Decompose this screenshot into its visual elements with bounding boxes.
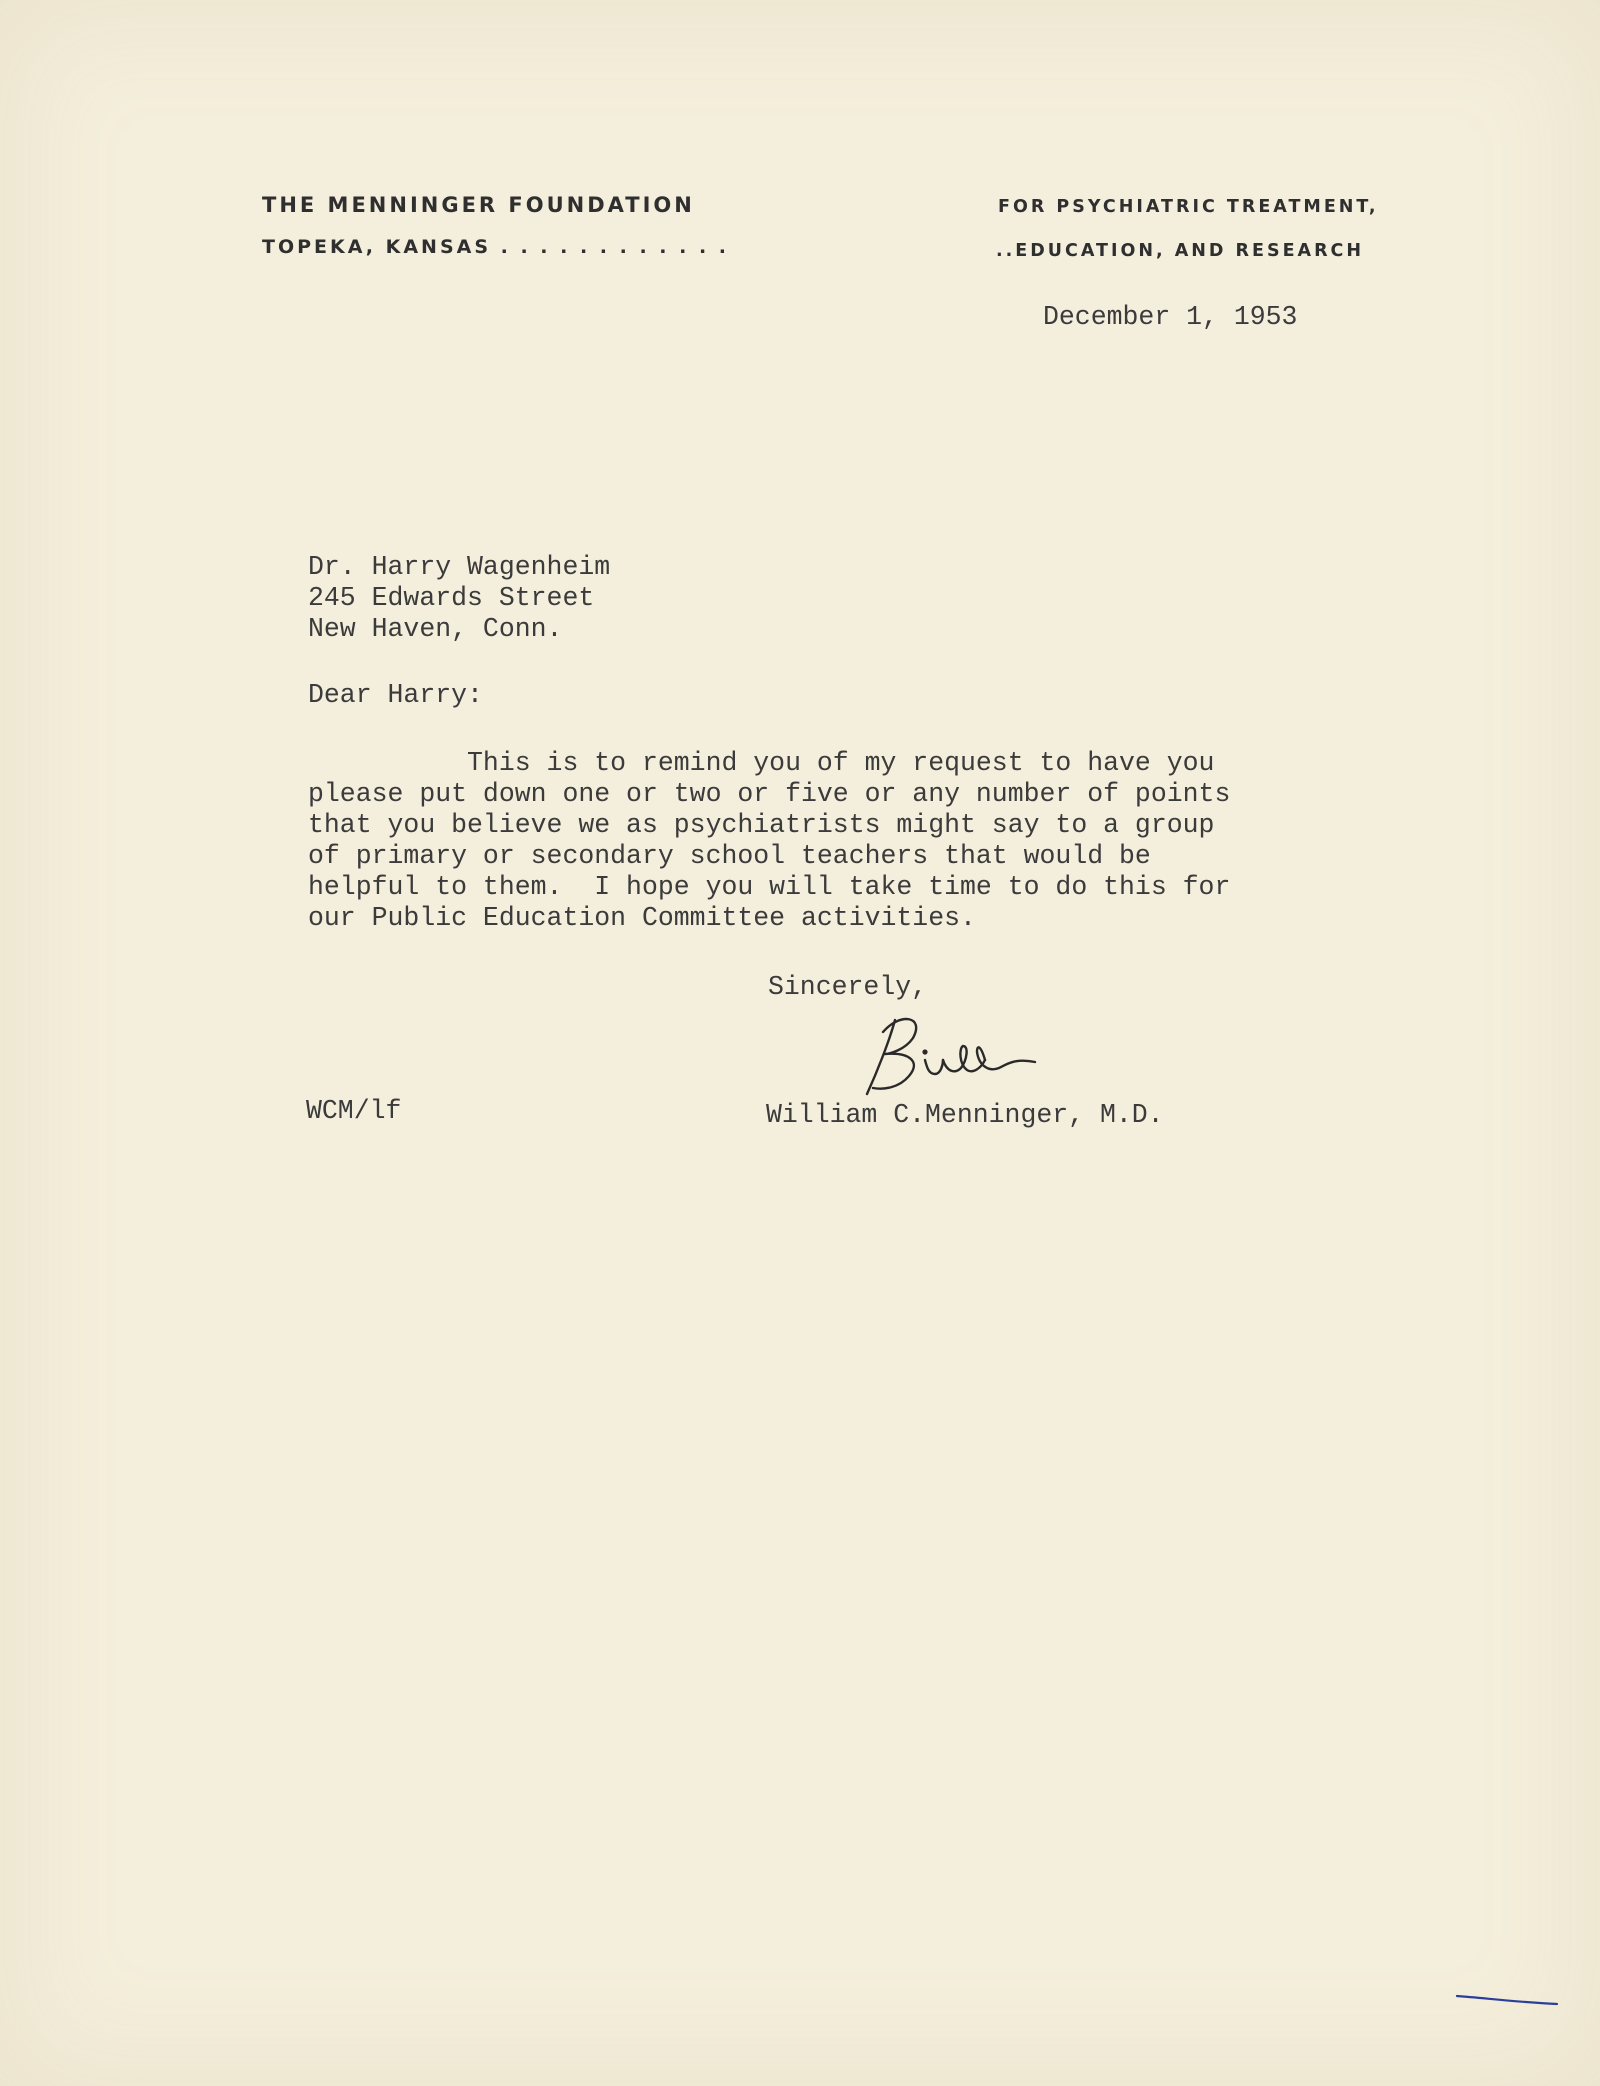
- reference-initials: WCM/lf: [306, 1096, 402, 1126]
- body-line: helpful to them. I hope you will take time to do this for: [308, 872, 1231, 902]
- handwritten-signature: [855, 1002, 1065, 1102]
- letterhead-organization: THE MENNINGER FOUNDATION: [262, 193, 695, 217]
- recipient-line-1: Dr. Harry Wagenheim: [308, 552, 611, 582]
- signer-name: William C.Menninger, M.D.: [766, 1100, 1164, 1130]
- recipient-line-3: New Haven, Conn.: [308, 614, 563, 644]
- closing: Sincerely,: [768, 972, 928, 1002]
- body-line: please put down one or two or five or any number of points: [308, 779, 1231, 809]
- body-line: that you believe we as psychiatrists might say to a group: [308, 810, 1215, 840]
- body-line: This is to remind you of my request to have you: [308, 748, 1215, 778]
- letter-date: December 1, 1953: [1043, 302, 1298, 332]
- letterhead-tagline-2: ..EDUCATION, AND RESEARCH: [996, 241, 1365, 261]
- recipient-line-2: 245 Edwards Street: [308, 583, 595, 613]
- body-line: our Public Education Committee activities.: [308, 903, 976, 933]
- recipient-address: [308, 552, 610, 645]
- letterhead-tagline-1: FOR PSYCHIATRIC TREATMENT,: [998, 197, 1379, 217]
- letter-body: [308, 748, 1230, 934]
- blue-ink-mark: [1455, 1990, 1560, 2010]
- letterhead-city: TOPEKA, KANSAS . . . . . . . . . . . .: [262, 236, 730, 258]
- body-line: of primary or secondary school teachers that would be: [308, 841, 1151, 871]
- salutation: Dear Harry:: [308, 680, 483, 710]
